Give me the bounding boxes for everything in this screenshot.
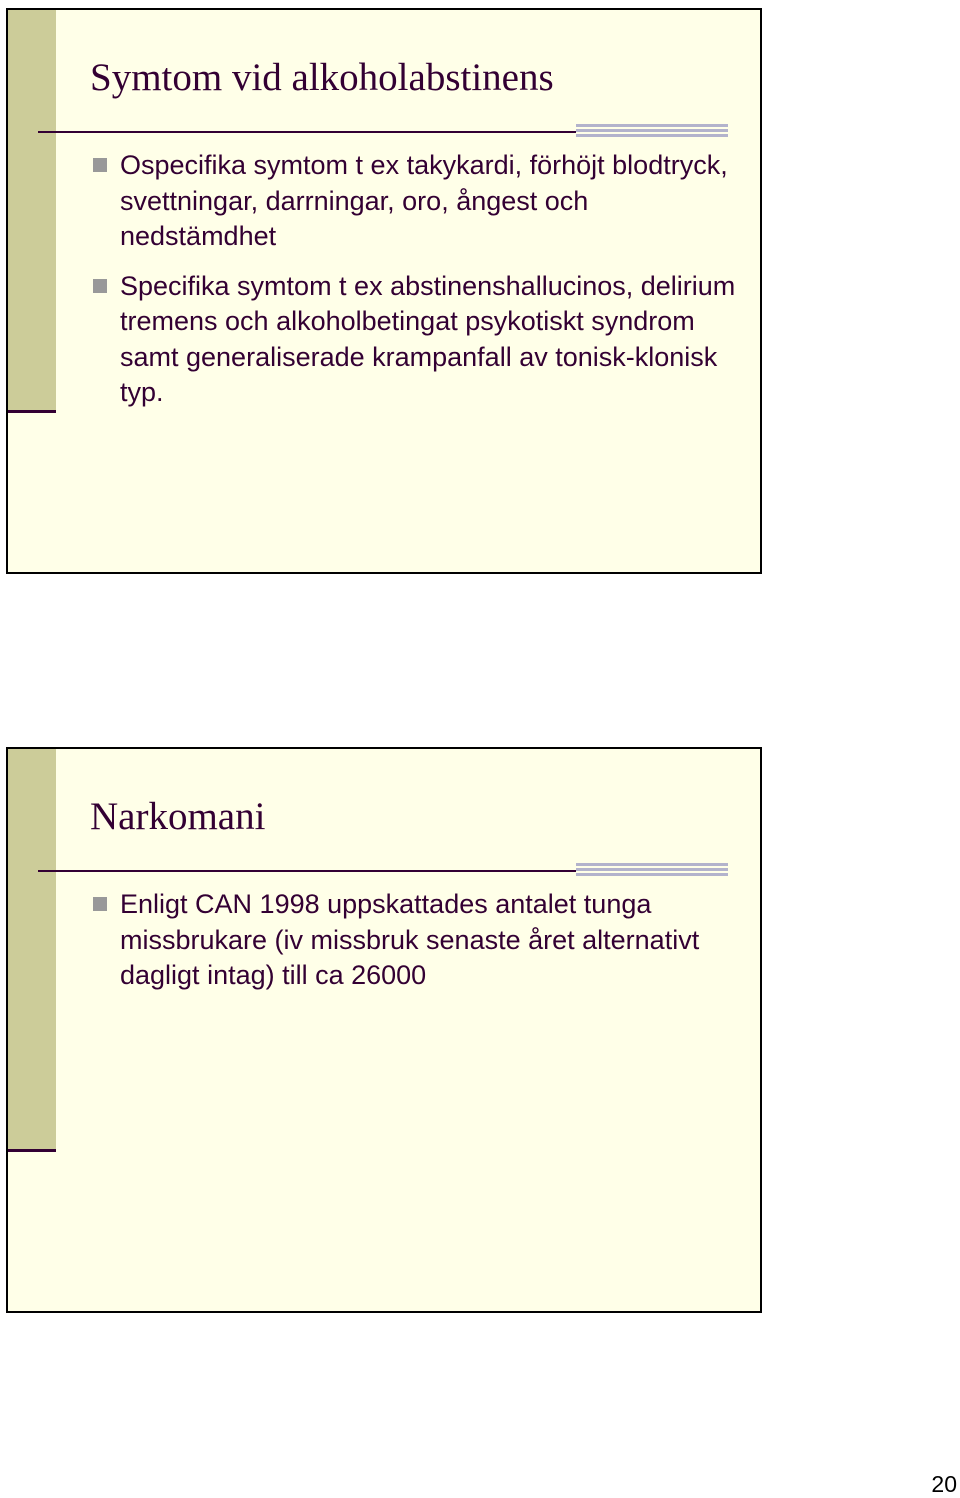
slide-side-mark <box>8 1149 56 1152</box>
bullet-list <box>90 887 750 1008</box>
bullet-text: Specifika symtom t ex abstinenshallucinos, delirium tremens och alkoholbetingat psykotiskt syndrom samt generaliserade krampanfall av tonisk-klonisk typ. <box>120 270 736 407</box>
title-rule-grey <box>576 124 728 138</box>
title-rule-dark <box>38 870 578 872</box>
slide-side-bar <box>8 10 56 412</box>
slide-side-mark <box>8 410 56 413</box>
slide-1 <box>6 8 762 574</box>
title-rule-dark <box>38 131 578 133</box>
bullet-item <box>90 269 750 411</box>
bullet-text: Ospecifika symtom t ex takykardi, förhöjt blodtryck, svettningar, darrningar, oro, ångest och nedstämdhet <box>120 150 728 251</box>
square-bullet-icon <box>93 279 107 293</box>
slide-side-bar <box>8 749 56 1151</box>
slide-title: Narkomani <box>90 795 266 838</box>
square-bullet-icon <box>93 158 107 172</box>
bullet-text: Enligt CAN 1998 uppskattades antalet tunga missbrukare (iv missbruk senaste året alternativt dagligt intag) till ca 26000 <box>120 889 700 990</box>
bullet-item <box>90 887 750 994</box>
slide-title: Symtom vid alkoholabstinens <box>90 56 554 99</box>
bullet-list <box>90 148 750 425</box>
bullet-item <box>90 148 750 255</box>
square-bullet-icon <box>93 897 107 911</box>
page-number: 20 <box>931 1471 957 1497</box>
title-rule-grey <box>576 863 728 877</box>
slide-2 <box>6 747 762 1313</box>
